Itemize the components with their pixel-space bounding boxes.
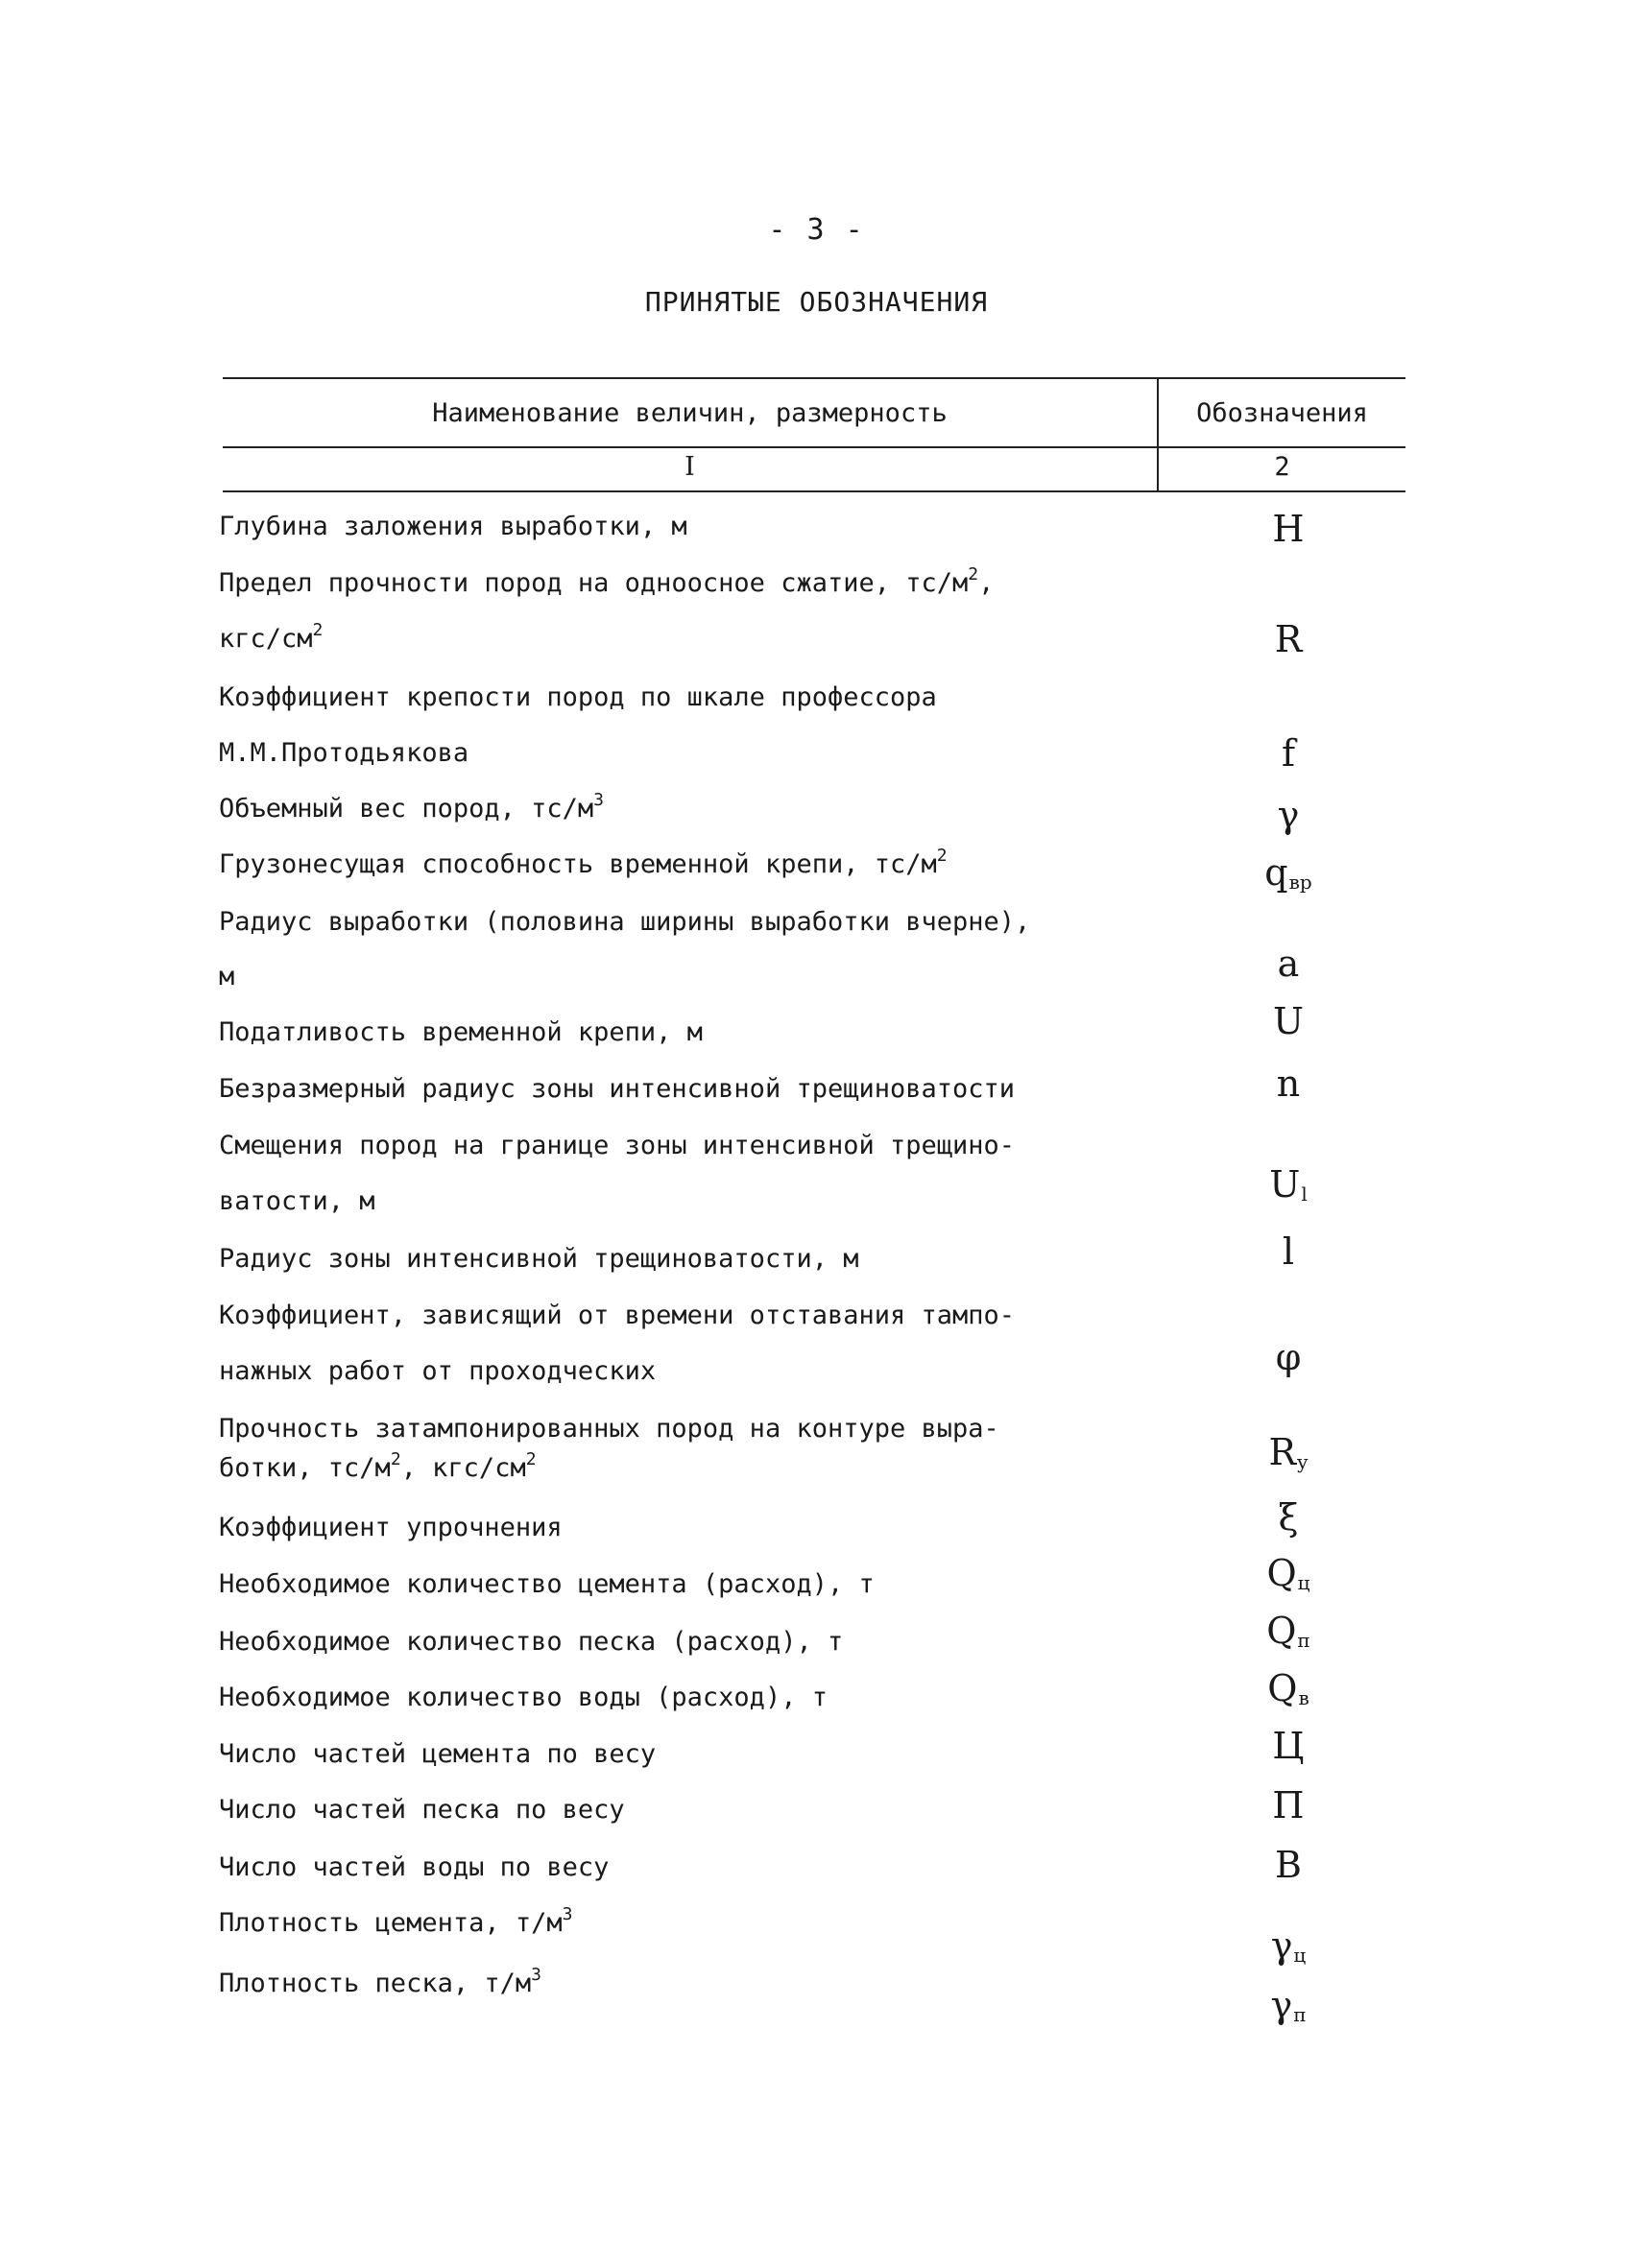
symbol	[1212, 1984, 1365, 2026]
symbol	[1212, 732, 1365, 775]
symbol	[1212, 794, 1365, 836]
symbol-letter: Q	[1266, 1610, 1297, 1652]
line-text: Податливость временной крепи, м	[219, 1017, 703, 1047]
designation-line	[219, 1017, 703, 1047]
symbol-letter: Q	[1267, 1667, 1298, 1709]
symbol-letter: φ	[1275, 1336, 1302, 1378]
designation-line	[219, 1569, 875, 1599]
designation-line	[219, 564, 995, 598]
designation-line	[219, 682, 937, 712]
symbol-letter: γ	[1270, 1984, 1293, 2026]
symbol	[1212, 1163, 1365, 1206]
table-number-rule	[223, 490, 1405, 492]
table-header-rule	[223, 446, 1405, 448]
designation-line	[219, 620, 324, 654]
line-text: нажных работ от проходческих	[219, 1356, 657, 1386]
symbol-letter: γ	[1277, 794, 1300, 836]
symbol	[1212, 1667, 1365, 1709]
designation-line	[219, 1513, 563, 1542]
superscript: 2	[312, 620, 324, 640]
line-text: Необходимое количество песка (расход), т	[219, 1627, 844, 1657]
symbol	[1212, 1612, 1365, 1650]
symbol	[1212, 1431, 1365, 1473]
designation-line	[219, 1356, 656, 1386]
symbol-subscript: ц	[1293, 1944, 1307, 1967]
symbol-letter: В	[1275, 1844, 1302, 1886]
line-text: М.М.Протодьякова	[219, 738, 469, 768]
symbol-letter: R	[1268, 1431, 1297, 1473]
designation-line	[219, 1301, 1015, 1330]
line-text-continued: ,	[978, 568, 995, 598]
designation-line	[219, 1414, 999, 1444]
table-header	[223, 377, 1405, 492]
symbol	[1212, 1336, 1365, 1378]
symbol-subscript: ц	[1297, 1571, 1310, 1594]
symbol-subscript: п	[1293, 2003, 1307, 2026]
symbol	[1212, 618, 1365, 660]
line-text: Смещения пород на границе зоны интенсивной трещино-	[219, 1131, 1016, 1160]
designation-line	[219, 1244, 858, 1274]
line-text: ватости, м	[219, 1186, 375, 1216]
line-text: ботки, тс/м	[219, 1453, 391, 1483]
symbol-letter: П	[1272, 1784, 1305, 1826]
designation-line	[219, 1683, 828, 1712]
line-text: кгс/см	[219, 624, 313, 654]
symbol-subscript: y	[1297, 1450, 1309, 1473]
symbol-letter: n	[1276, 1062, 1301, 1105]
designation-line	[219, 1074, 1015, 1104]
designation-line	[219, 1795, 625, 1825]
symbol	[1212, 1784, 1365, 1826]
line-text: Число частей песка по весу	[219, 1795, 625, 1825]
designation-line	[219, 738, 468, 768]
designation-line	[219, 1852, 609, 1882]
symbol	[1212, 1844, 1365, 1886]
column-header-symbol: Обозначения	[1196, 398, 1368, 428]
designation-line	[219, 1186, 375, 1216]
symbol	[1212, 1725, 1365, 1767]
symbol	[1212, 851, 1365, 894]
designation-line	[219, 907, 1030, 937]
designation-line	[219, 1449, 537, 1483]
line-text-continued: , кгс/см	[400, 1453, 526, 1483]
symbol	[1212, 1924, 1365, 1967]
symbol-letter: H	[1272, 508, 1305, 550]
symbol-subscript: l	[1301, 1182, 1308, 1206]
line-text: Необходимое количество воды (расход), т	[219, 1683, 828, 1712]
line-text: Глубина заложения выработки, м	[219, 512, 687, 541]
symbol-subscript: в	[1298, 1686, 1309, 1709]
line-text: Прочность затампонированных пород на контуре выра-	[219, 1414, 999, 1444]
symbol	[1212, 508, 1365, 550]
designation-line	[219, 1965, 541, 1998]
line-text: Радиус выработки (половина ширины выработки вчерне),	[219, 907, 1031, 937]
symbol	[1212, 1230, 1365, 1273]
column-number-2: 2	[1274, 452, 1290, 482]
line-text: Безразмерный радиус зоны интенсивной трещиноватости	[219, 1074, 1016, 1104]
superscript: 2	[936, 846, 948, 866]
table-top-rule	[223, 377, 1405, 379]
designation-line	[219, 790, 604, 824]
symbol-letter: f	[1281, 732, 1296, 775]
page-number: - 3 -	[768, 213, 865, 247]
symbol-letter: Q	[1266, 1552, 1297, 1594]
symbol-letter: U	[1272, 1000, 1305, 1042]
symbol	[1212, 1000, 1365, 1042]
designation-line	[219, 1904, 573, 1938]
column-number-1: I	[684, 452, 695, 482]
line-text: Плотность цемента, т/м	[219, 1908, 563, 1938]
symbol-subscript: п	[1297, 1629, 1310, 1652]
line-text: м	[219, 962, 235, 991]
line-text: Число частей цемента по весу	[219, 1739, 657, 1769]
superscript: 3	[593, 790, 604, 810]
symbol	[1212, 1062, 1365, 1105]
superscript: 2	[525, 1449, 537, 1469]
symbol	[1212, 943, 1365, 985]
symbol-letter: Ц	[1272, 1725, 1305, 1767]
column-header-name: Наименование величин, размерность	[432, 398, 948, 428]
symbol	[1212, 1552, 1365, 1594]
line-text: Объемный вес пород, тс/м	[219, 794, 594, 824]
superscript: 2	[968, 564, 979, 585]
superscript: 2	[390, 1449, 401, 1469]
designation-line	[219, 1739, 656, 1769]
symbol-letter: γ	[1270, 1924, 1293, 1967]
designation-line	[219, 512, 687, 541]
symbol-subscript: вр	[1288, 871, 1312, 894]
superscript: 3	[562, 1904, 573, 1924]
designation-line	[219, 1131, 1015, 1160]
line-text: Число частей воды по весу	[219, 1852, 610, 1882]
line-text: Необходимое количество цемента (расход), т	[219, 1569, 875, 1599]
symbol-letter: l	[1282, 1230, 1295, 1273]
designation-line	[219, 962, 234, 991]
line-text: Коэффициент крепости пород по шкале профессора	[219, 682, 937, 712]
symbol-letter: U	[1269, 1163, 1301, 1206]
symbol-letter: q	[1264, 851, 1288, 894]
document-title: ПРИНЯТЫЕ ОБОЗНАЧЕНИЯ	[644, 286, 989, 318]
line-text: Плотность песка, т/м	[219, 1969, 532, 1998]
line-text: Предел прочности пород на одноосное сжатие, тс/м	[219, 568, 969, 598]
symbol-letter: ξ	[1278, 1496, 1299, 1539]
designation-line	[219, 846, 948, 879]
line-text: Грузонесущая способность временной крепи, тс/м	[219, 849, 937, 879]
line-text: Коэффициент упрочнения	[219, 1513, 563, 1542]
designation-line	[219, 1627, 843, 1657]
line-text: Радиус зоны интенсивной трещиноватости, м	[219, 1244, 859, 1274]
symbol-letter: R	[1274, 618, 1303, 660]
symbol	[1212, 1496, 1365, 1539]
line-text: Коэффициент, зависящий от времени отставания тампо-	[219, 1301, 1016, 1330]
symbol-letter: a	[1277, 943, 1300, 985]
superscript: 3	[531, 1965, 541, 1985]
